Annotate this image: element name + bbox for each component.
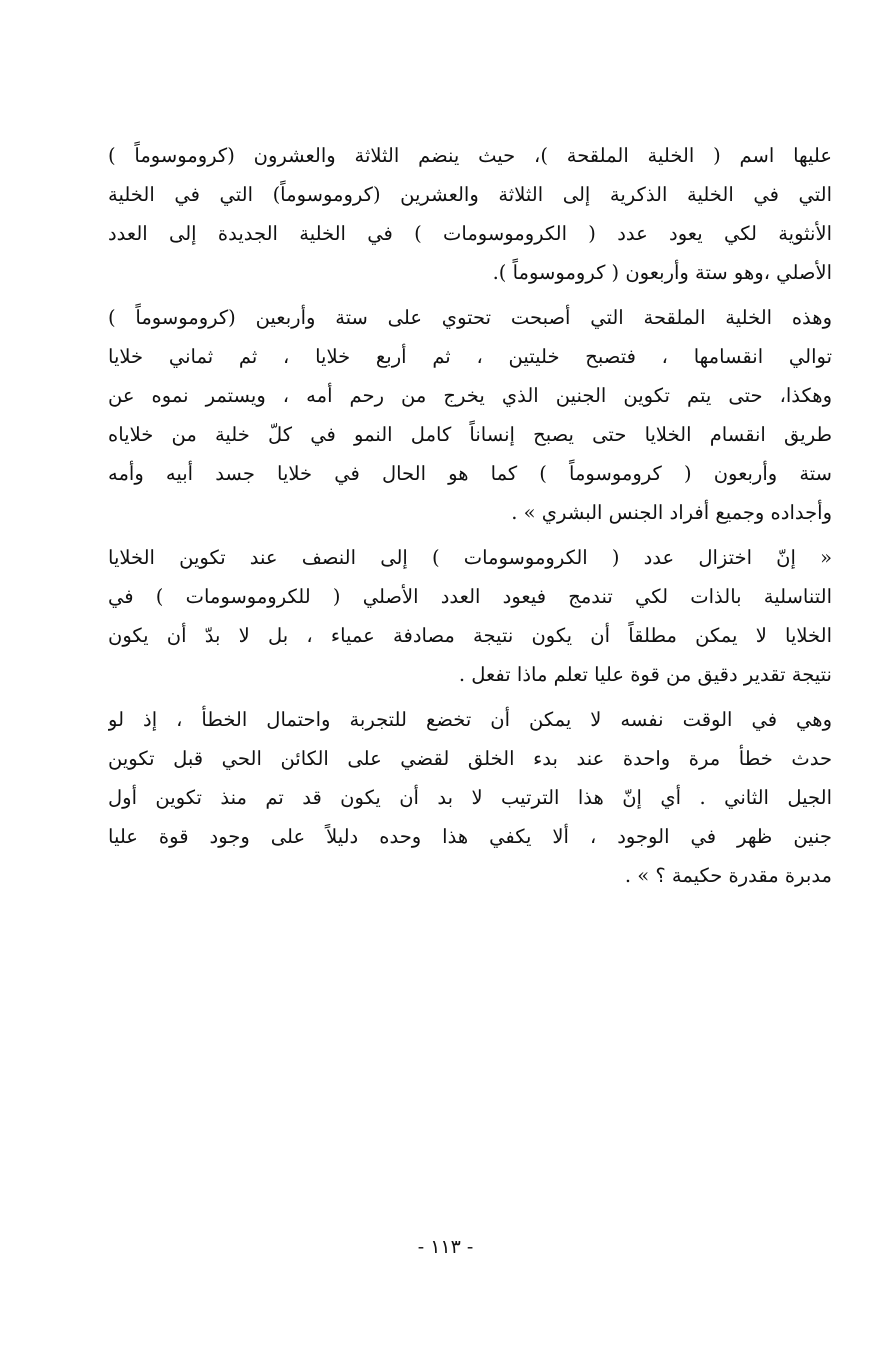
text-line: الجيل الثاني . أي إنّ هذا الترتيب لا بد أن يكون قد تم منذ تكوين أول — [108, 786, 832, 809]
text-line: الخلايا لا يمكن مطلقاً أن يكون نتيجة مصادفة عمياء ، بل لا بدّ أن يكون — [108, 624, 832, 647]
paragraph-2 — [108, 298, 832, 532]
paragraph-1 — [108, 136, 832, 292]
text-line: الأصلي ،وهو ستة وأربعون ( كروموسوماً ). — [492, 261, 832, 284]
text-line: طريق انقسام الخلايا حتى يصبح إنساناً كامل النمو في كلّ خلية من خلاياه — [108, 423, 832, 446]
text-line: التي في الخلية الذكرية إلى الثلاثة والعشرين (كروموسوماً) التي في الخلية — [108, 183, 832, 206]
paragraph-3 — [108, 538, 832, 694]
text-line: جنين ظهر في الوجود ، ألا يكفي هذا وحده دليلاً على وجود قوة عليا — [108, 825, 832, 848]
text-line: عليها اسم ( الخلية الملقحة )، حيث ينضم الثلاثة والعشرون (كروموسوماً ) — [108, 144, 832, 167]
text-line: ستة وأربعون ( كروموسوماً ) كما هو الحال في خلايا جسد أبيه وأمه — [108, 462, 832, 485]
text-line: وهكذا، حتى يتم تكوين الجنين الذي يخرج من رحم أمه ، ويستمر نموه عن — [108, 384, 832, 407]
text-line: مدبرة مقدرة حكيمة ؟ » . — [624, 864, 832, 887]
text-line: حدث خطأ مرة واحدة عند بدء الخلق لقضي على الكائن الحي قبل تكوين — [108, 747, 832, 770]
text-line: نتيجة تقدير دقيق من قوة عليا تعلم ماذا تفعل . — [458, 663, 832, 686]
text-line: وهي في الوقت نفسه لا يمكن أن تخضع للتجربة واحتمال الخطأ ، إذ لو — [108, 708, 832, 731]
text-line: « إنّ اختزال عدد ( الكروموسومات ) إلى النصف عند تكوين الخلايا — [108, 546, 832, 569]
text-line: الأنثوية لكي يعود عدد ( الكروموسومات ) في الخلية الجديدة إلى العدد — [108, 222, 832, 245]
paragraph-4 — [108, 700, 832, 895]
page-number: - ١١٣ - — [417, 1236, 474, 1258]
body-text — [108, 136, 832, 895]
text-line: وأجداده وجميع أفراد الجنس البشري » . — [511, 501, 832, 524]
text-line: التناسلية بالذات لكي تندمج فيعود العدد الأصلي ( للكروموسومات ) في — [108, 585, 832, 608]
text-line: توالي انقسامها ، فتصبح خليتين ، ثم أربع خلايا ، ثم ثماني خلايا — [108, 345, 832, 368]
text-line: وهذه الخلية الملقحة التي أصبحت تحتوي على ستة وأربعين (كروموسوماً ) — [108, 306, 832, 329]
